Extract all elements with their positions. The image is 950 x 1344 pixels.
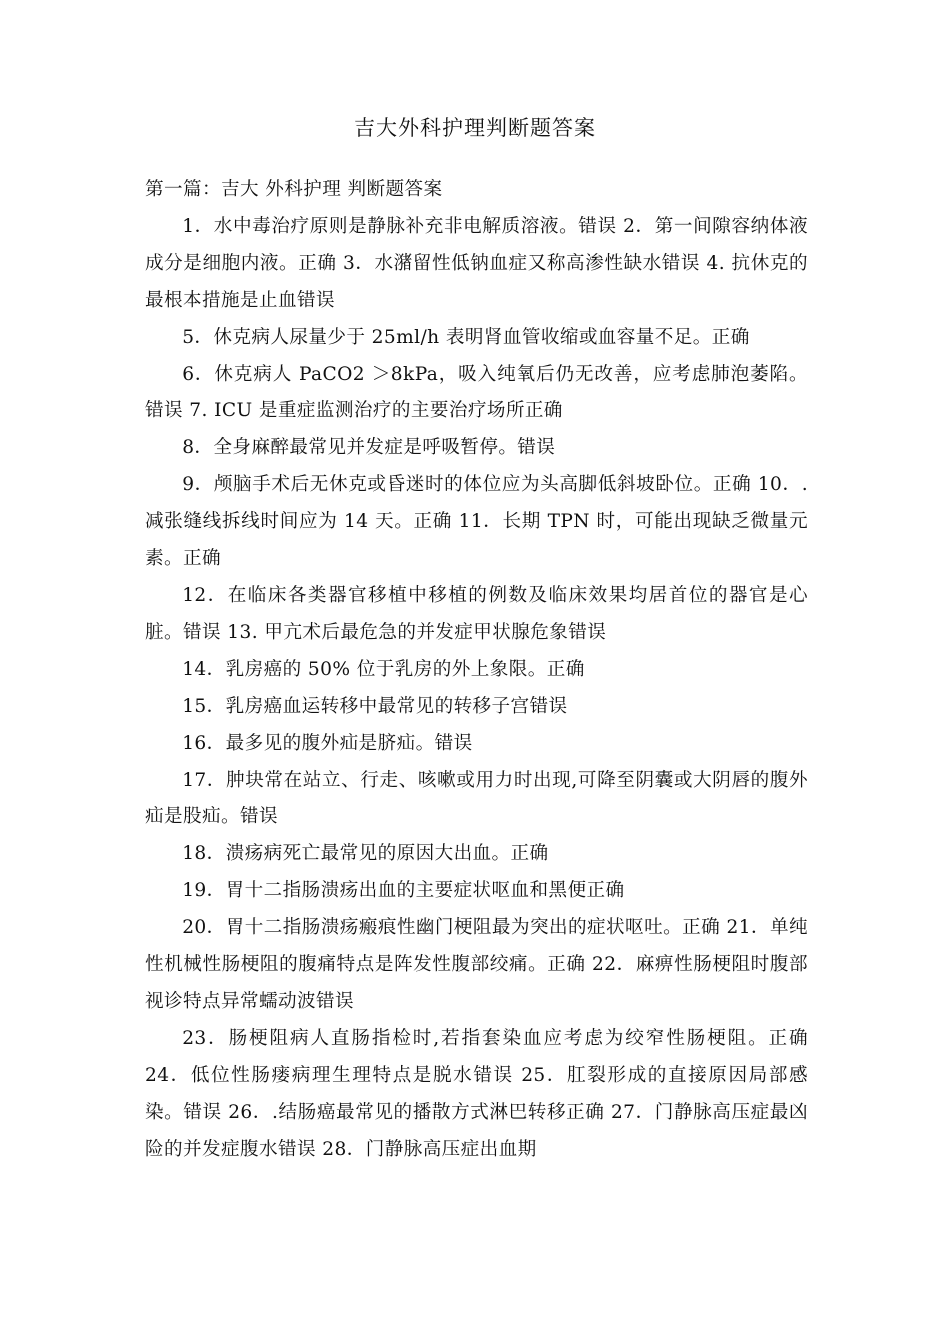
paragraph: 6．休克病人 PaCO2 ＞8kPa，吸入纯氧后仍无改善，应考虑肺泡萎陷。错误 7. ICU 是重症监测治疗的主要治疗场所正确 — [145, 363, 808, 422]
document-body — [145, 172, 808, 1168]
paragraph: 1．水中毒治疗原则是静脉补充非电解质溶液。错误 2．第一间隙容纳体液成分是细胞内液。正确 3．水潴留性低钠血症又称高渗性缺水错误 4. 抗休克的最根本措施是止血错误 — [145, 215, 808, 311]
paragraph: 19．胃十二指肠溃疡出血的主要症状呕血和黑便正确 — [182, 880, 625, 902]
section-heading: 第一篇：吉大 外科护理 判断题答案 — [145, 179, 443, 200]
paragraph: 20．胃十二指肠溃疡瘢痕性幽门梗阻最为突出的症状呕吐。正确 21．单纯性机械性肠梗阻的腹痛特点是阵发性腹部绞痛。正确 22．麻痹性肠梗阻时腹部视诊特点异常蠕动波错误 — [145, 917, 808, 1012]
paragraph: 14．乳房癌的 50% 位于乳房的外上象限。正确 — [182, 658, 585, 680]
paragraph: 5．休克病人尿量少于 25ml/h 表明肾血管收缩或血容量不足。正确 — [182, 326, 750, 348]
paragraph: 12．在临床各类器官移植中移植的例数及临床效果均居首位的器官是心脏。错误 13. 甲亢术后最危急的并发症甲状腺危象错误 — [145, 584, 808, 643]
paragraph: 8．全身麻醉最常见并发症是呼吸暂停。错误 — [182, 437, 556, 459]
paragraph: 15．乳房癌血运转移中最常见的转移子宫错误 — [182, 695, 568, 717]
paragraph: 16．最多见的腹外疝是脐疝。错误 — [182, 732, 473, 754]
paragraph: 17．肿块常在站立、行走、咳嗽或用力时出现,可降至阴囊或大阴唇的腹外疝是股疝。错误 — [145, 769, 808, 828]
document-title: 吉大外科护理判断题答案 — [354, 116, 596, 140]
paragraph: 9．颅脑手术后无休克或昏迷时的体位应为头高脚低斜坡卧位。正确 10．.减张缝线拆线时间应为 14 天。正确 11．长期 TPN 时，可能出现缺乏微量元素。正确 — [145, 474, 808, 570]
paragraph: 23．肠梗阻病人直肠指检时,若指套染血应考虑为绞窄性肠梗阻。正确 24．低位性肠瘘病理生理特点是脱水错误 25．肛裂形成的直接原因局部感染。错误 26．.结肠癌最常见的播散方式淋巴转移正确 27．门静脉高压症最凶险的并发症腹水错误 28．门静脉高压症出血期 — [145, 1027, 808, 1160]
paragraph: 18．溃疡病死亡最常见的原因大出血。正确 — [182, 843, 549, 865]
